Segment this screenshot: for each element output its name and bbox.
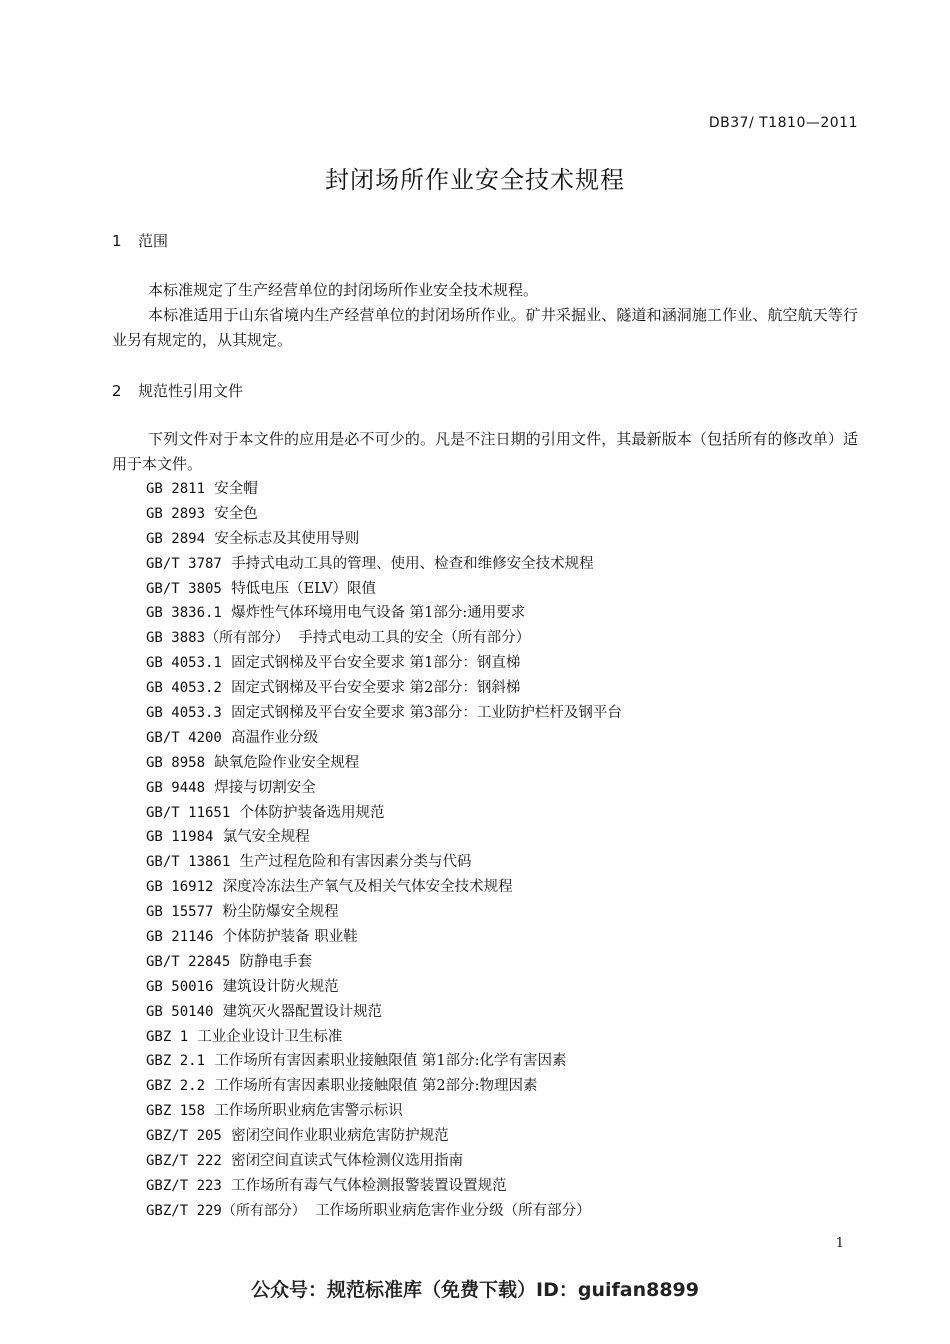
reference-name: 固定式钢梯及平台安全要求 第3部分：工业防护栏杆及钢平台 — [231, 705, 622, 722]
reference-item — [146, 701, 622, 726]
reference-name: 工作场所职业病危害作业分级（所有部分） — [315, 1202, 591, 1219]
reference-item — [146, 676, 622, 701]
reference-name: 高温作业分级 — [231, 729, 319, 746]
reference-item — [146, 577, 622, 602]
section-title: 规范性引用文件 — [138, 382, 244, 400]
reference-item — [146, 1025, 622, 1050]
reference-name: 手持式电动工具的安全（所有部分） — [298, 630, 531, 647]
reference-code: GB 3883（所有部分） — [146, 630, 290, 647]
reference-code: GB 2894 — [146, 530, 206, 547]
reference-code: GB 50016 — [146, 978, 214, 995]
document-title: 封闭场所作业安全技术规程 — [325, 166, 625, 194]
reference-code: GB 2811 — [146, 481, 206, 497]
reference-name: 工作场所有害因素职业接触限值 第2部分:物理因素 — [214, 1078, 538, 1095]
reference-code: GB/T 11651 — [146, 804, 231, 821]
reference-item — [146, 1199, 622, 1224]
section-number: 1 — [112, 232, 122, 250]
reference-name: 特低电压（ELV）限值 — [231, 580, 377, 597]
reference-code: GB/T 3805 — [146, 580, 222, 597]
reference-name: 个体防护装备 职业鞋 — [222, 929, 358, 946]
reference-name: 建筑灭火器配置设计规范 — [222, 1003, 383, 1020]
reference-item — [146, 925, 622, 950]
reference-item — [146, 751, 622, 776]
reference-item — [146, 850, 622, 875]
reference-code: GB 9448 — [146, 779, 206, 796]
section-heading-scope — [112, 230, 168, 251]
reference-name: 深度冷冻法生产氧气及相关气体安全技术规程 — [222, 879, 513, 896]
document-code: DB37/ T1810—2011 — [708, 115, 858, 131]
reference-code: GBZ/T 205 — [146, 1128, 222, 1145]
reference-item — [146, 1124, 622, 1149]
reference-code: GBZ 158 — [146, 1103, 206, 1120]
reference-item — [146, 601, 622, 626]
reference-item — [146, 1149, 622, 1174]
reference-name: 固定式钢梯及平台安全要求 第1部分：钢直梯 — [231, 655, 521, 672]
reference-code: GB 3836.1 — [146, 605, 222, 622]
reference-name: 工作场所职业病危害警示标识 — [214, 1103, 403, 1120]
reference-name: 工作场所有害因素职业接触限值 第1部分:化学有害因素 — [214, 1053, 567, 1070]
reference-item — [146, 776, 622, 801]
paragraph: 本标准适用于山东省境内生产经营单位的封闭场所作业。矿井采掘业、隧道和涵洞施工作业、航空航天等行业另有规定的，从其规定。 — [112, 306, 858, 349]
reference-code: GB/T 4200 — [146, 729, 222, 746]
reference-item — [146, 1074, 622, 1099]
reference-item — [146, 1000, 622, 1025]
reference-item — [146, 825, 622, 850]
reference-item — [146, 552, 622, 577]
reference-name: 手持式电动工具的管理、使用、检查和维修安全技术规程 — [231, 555, 594, 572]
section-heading-normative-references — [112, 380, 243, 401]
reference-code: GB 21146 — [146, 929, 214, 946]
reference-item — [146, 801, 622, 826]
reference-name: 焊接与切割安全 — [214, 779, 316, 796]
reference-item — [146, 875, 622, 900]
reference-code: GB 16912 — [146, 879, 214, 896]
page-number: 1 — [835, 1236, 844, 1251]
reference-code: GB 2893 — [146, 505, 206, 522]
reference-name: 安全色 — [214, 505, 258, 522]
reference-item — [146, 502, 622, 527]
reference-code: GBZ 1 — [146, 1028, 189, 1045]
reference-name: 安全标志及其使用导则 — [214, 530, 360, 547]
reference-item — [146, 900, 622, 925]
reference-code: GB 4053.3 — [146, 705, 222, 722]
reference-code: GB/T 22845 — [146, 953, 231, 970]
paragraph: 下列文件对于本文件的应用是必不可少的。凡是不注日期的引用文件，其最新版本（包括所有的修改单）适用于本文件。 — [112, 430, 858, 473]
section-title: 范围 — [138, 232, 169, 250]
reference-name: 密闭空间作业职业病危害防护规范 — [231, 1128, 449, 1145]
reference-code: GB/T 13861 — [146, 854, 231, 871]
reference-code: GB 11984 — [146, 829, 214, 846]
reference-name: 固定式钢梯及平台安全要求 第2部分：钢斜梯 — [231, 680, 521, 697]
reference-code: GB 15577 — [146, 904, 214, 921]
reference-code: GB 50140 — [146, 1003, 214, 1020]
reference-name: 个体防护装备选用规范 — [239, 804, 385, 821]
reference-item — [146, 726, 622, 751]
footer-watermark: 公众号：规范标准库（免费下载）ID：guifan8899 — [251, 1279, 699, 1301]
reference-name: 生产过程危险和有害因素分类与代码 — [239, 854, 472, 871]
reference-name: 安全帽 — [214, 481, 258, 497]
reference-item — [146, 626, 622, 651]
reference-name: 防静电手套 — [239, 953, 313, 970]
reference-code: GB 8958 — [146, 754, 206, 771]
reference-name: 粉尘防爆安全规程 — [222, 904, 339, 921]
reference-code: GBZ/T 222 — [146, 1153, 222, 1170]
reference-item — [146, 527, 622, 552]
reference-name: 密闭空间直读式气体检测仪选用指南 — [231, 1153, 464, 1170]
reference-item — [146, 1099, 622, 1124]
reference-code: GBZ 2.2 — [146, 1078, 206, 1095]
reference-item — [146, 1049, 622, 1074]
reference-code: GBZ/T 229（所有部分） — [146, 1202, 306, 1219]
reference-item — [146, 1174, 622, 1199]
reference-code: GBZ 2.1 — [146, 1053, 206, 1070]
reference-name: 爆炸性气体环境用电气设备 第1部分:通用要求 — [231, 605, 526, 622]
reference-code: GB 4053.2 — [146, 680, 222, 697]
reference-name: 工作场所有毒气气体检测报警装置设置规范 — [231, 1177, 507, 1194]
reference-name: 建筑设计防火规范 — [222, 978, 339, 995]
reference-item — [146, 651, 622, 676]
reference-name: 缺氧危险作业安全规程 — [214, 754, 360, 771]
reference-name: 氯气安全规程 — [222, 829, 310, 846]
paragraph: 本标准规定了生产经营单位的封闭场所作业安全技术规程。 — [148, 281, 539, 299]
reference-code: GB/T 3787 — [146, 555, 222, 572]
section-number: 2 — [112, 382, 122, 400]
reference-code: GB 4053.1 — [146, 655, 222, 672]
reference-code: GBZ/T 223 — [146, 1177, 222, 1194]
reference-list — [146, 477, 622, 1224]
reference-item — [146, 477, 622, 502]
reference-name: 工业企业设计卫生标准 — [197, 1028, 343, 1045]
reference-item — [146, 975, 622, 1000]
reference-item — [146, 950, 622, 975]
